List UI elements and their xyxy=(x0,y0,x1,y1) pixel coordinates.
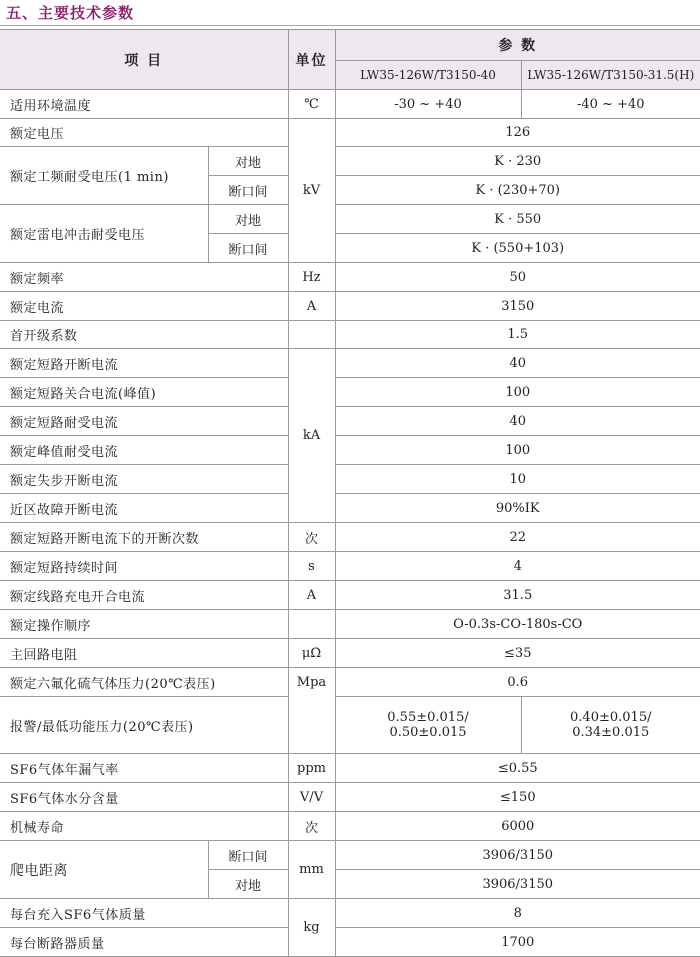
param-value: K · (230+70) xyxy=(335,176,700,205)
param-name: 额定短路开断电流下的开断次数 xyxy=(0,523,288,552)
param-name: 额定短路开断电流 xyxy=(0,349,288,378)
param-name: 额定雷电冲击耐受电压 xyxy=(0,205,208,263)
table-row xyxy=(0,407,700,436)
table-row xyxy=(0,349,700,378)
param-value: 100 xyxy=(335,378,700,407)
param-name: 首开级系数 xyxy=(0,321,288,349)
param-name: 额定短路耐受电流 xyxy=(0,407,288,436)
param-name: SF6气体年漏气率 xyxy=(0,754,288,783)
table-row xyxy=(0,147,700,176)
table-row xyxy=(0,263,700,292)
param-unit: ppm xyxy=(288,754,335,783)
param-value: 4 xyxy=(335,552,700,581)
param-unit: kA xyxy=(288,349,335,523)
param-name: 额定电流 xyxy=(0,292,288,321)
param-value xyxy=(521,697,700,754)
param-value-line: 0.34±0.015 xyxy=(522,725,700,740)
param-unit: mm xyxy=(288,841,335,899)
param-value: 0.6 xyxy=(335,668,700,697)
table-row xyxy=(0,494,700,523)
param-value: 40 xyxy=(335,407,700,436)
spec-table xyxy=(0,29,700,957)
param-subname: 断口间 xyxy=(208,234,288,263)
param-value: K · 550 xyxy=(335,205,700,234)
param-unit: ℃ xyxy=(288,90,335,119)
param-value-line: 0.40±0.015/ xyxy=(522,710,700,725)
param-value: -40 ~ +40 xyxy=(521,90,700,119)
param-value: 100 xyxy=(335,436,700,465)
param-name: 额定短路关合电流(峰值) xyxy=(0,378,288,407)
param-value: 40 xyxy=(335,349,700,378)
param-name: 额定线路充电开合电流 xyxy=(0,581,288,610)
param-value: 31.5 xyxy=(335,581,700,610)
param-name: 额定峰值耐受电流 xyxy=(0,436,288,465)
table-row xyxy=(0,754,700,783)
param-value: K · (550+103) xyxy=(335,234,700,263)
table-row xyxy=(0,552,700,581)
param-unit: A xyxy=(288,292,335,321)
param-name: 适用环境温度 xyxy=(0,90,288,119)
param-unit: kV xyxy=(288,119,335,263)
param-name: 额定频率 xyxy=(0,263,288,292)
param-unit: A xyxy=(288,581,335,610)
param-value: 3150 xyxy=(335,292,700,321)
table-row xyxy=(0,697,700,754)
header-unit: 单位 xyxy=(288,30,335,90)
param-value xyxy=(335,697,521,754)
param-name: 机械寿命 xyxy=(0,812,288,841)
param-value: -30 ~ +40 xyxy=(335,90,521,119)
section-heading xyxy=(0,0,700,27)
table-row xyxy=(0,436,700,465)
param-value: 126 xyxy=(335,119,700,147)
param-unit: s xyxy=(288,552,335,581)
param-value: 1.5 xyxy=(335,321,700,349)
param-value: ≤35 xyxy=(335,639,700,668)
param-value: O-0.3s-CO-180s-CO xyxy=(335,610,700,639)
table-row xyxy=(0,928,700,957)
param-name: 额定电压 xyxy=(0,119,288,147)
param-value: 1700 xyxy=(335,928,700,957)
heading-rule xyxy=(0,25,700,26)
param-unit: kg xyxy=(288,899,335,957)
param-value: ≤0.55 xyxy=(335,754,700,783)
param-name: 额定失步开断电流 xyxy=(0,465,288,494)
table-row xyxy=(0,523,700,552)
param-value: 3906/3150 xyxy=(335,841,700,870)
param-value-line: 0.50±0.015 xyxy=(336,725,521,740)
param-subname: 对地 xyxy=(208,205,288,234)
param-unit: 次 xyxy=(288,523,335,552)
param-name: 每台充入SF6气体质量 xyxy=(0,899,288,928)
table-row xyxy=(0,899,700,928)
table-row xyxy=(0,90,700,119)
header-item: 项 目 xyxy=(0,30,288,90)
table-row xyxy=(0,378,700,407)
param-name: 每台断路器质量 xyxy=(0,928,288,957)
table-row xyxy=(0,205,700,234)
table-row xyxy=(0,610,700,639)
param-value: 8 xyxy=(335,899,700,928)
table-row xyxy=(0,465,700,494)
param-unit xyxy=(288,321,335,349)
param-value: 10 xyxy=(335,465,700,494)
table-row xyxy=(0,639,700,668)
table-row xyxy=(0,668,700,697)
param-name: 额定六氟化硫气体压力(20℃表压) xyxy=(0,668,288,697)
param-value: 3906/3150 xyxy=(335,870,700,899)
header-model-1: LW35-126W/T3150-40 xyxy=(335,61,521,90)
table-row xyxy=(0,841,700,870)
param-name: 额定操作顺序 xyxy=(0,610,288,639)
header-params: 参 数 xyxy=(335,30,700,61)
param-value: K · 230 xyxy=(335,147,700,176)
param-subname: 对地 xyxy=(208,147,288,176)
param-value: 50 xyxy=(335,263,700,292)
table-row xyxy=(0,321,700,349)
param-unit: Hz xyxy=(288,263,335,292)
param-name: 主回路电阻 xyxy=(0,639,288,668)
table-row xyxy=(0,119,700,147)
table-row xyxy=(0,783,700,812)
param-name: 额定工频耐受电压(1 min) xyxy=(0,147,208,205)
param-subname: 断口间 xyxy=(208,841,288,870)
section-title: 五、主要技术参数 xyxy=(6,4,134,22)
table-row xyxy=(0,292,700,321)
header-model-2: LW35-126W/T3150-31.5(H) xyxy=(521,61,700,90)
param-name: 近区故障开断电流 xyxy=(0,494,288,523)
table-row xyxy=(0,812,700,841)
param-name: 报警/最低功能压力(20℃表压) xyxy=(0,697,288,754)
param-name: 额定短路持续时间 xyxy=(0,552,288,581)
param-value: 6000 xyxy=(335,812,700,841)
param-value: 22 xyxy=(335,523,700,552)
param-subname: 断口间 xyxy=(208,176,288,205)
param-unit: Mpa xyxy=(288,668,335,754)
param-unit: 次 xyxy=(288,812,335,841)
param-subname: 对地 xyxy=(208,870,288,899)
param-name: SF6气体水分含量 xyxy=(0,783,288,812)
param-value-line: 0.55±0.015/ xyxy=(336,710,521,725)
param-name: 爬电距离 xyxy=(0,841,208,899)
param-value: ≤150 xyxy=(335,783,700,812)
param-unit: μΩ xyxy=(288,639,335,668)
param-unit: V/V xyxy=(288,783,335,812)
param-value: 90%IK xyxy=(335,494,700,523)
table-row xyxy=(0,581,700,610)
param-unit xyxy=(288,610,335,639)
